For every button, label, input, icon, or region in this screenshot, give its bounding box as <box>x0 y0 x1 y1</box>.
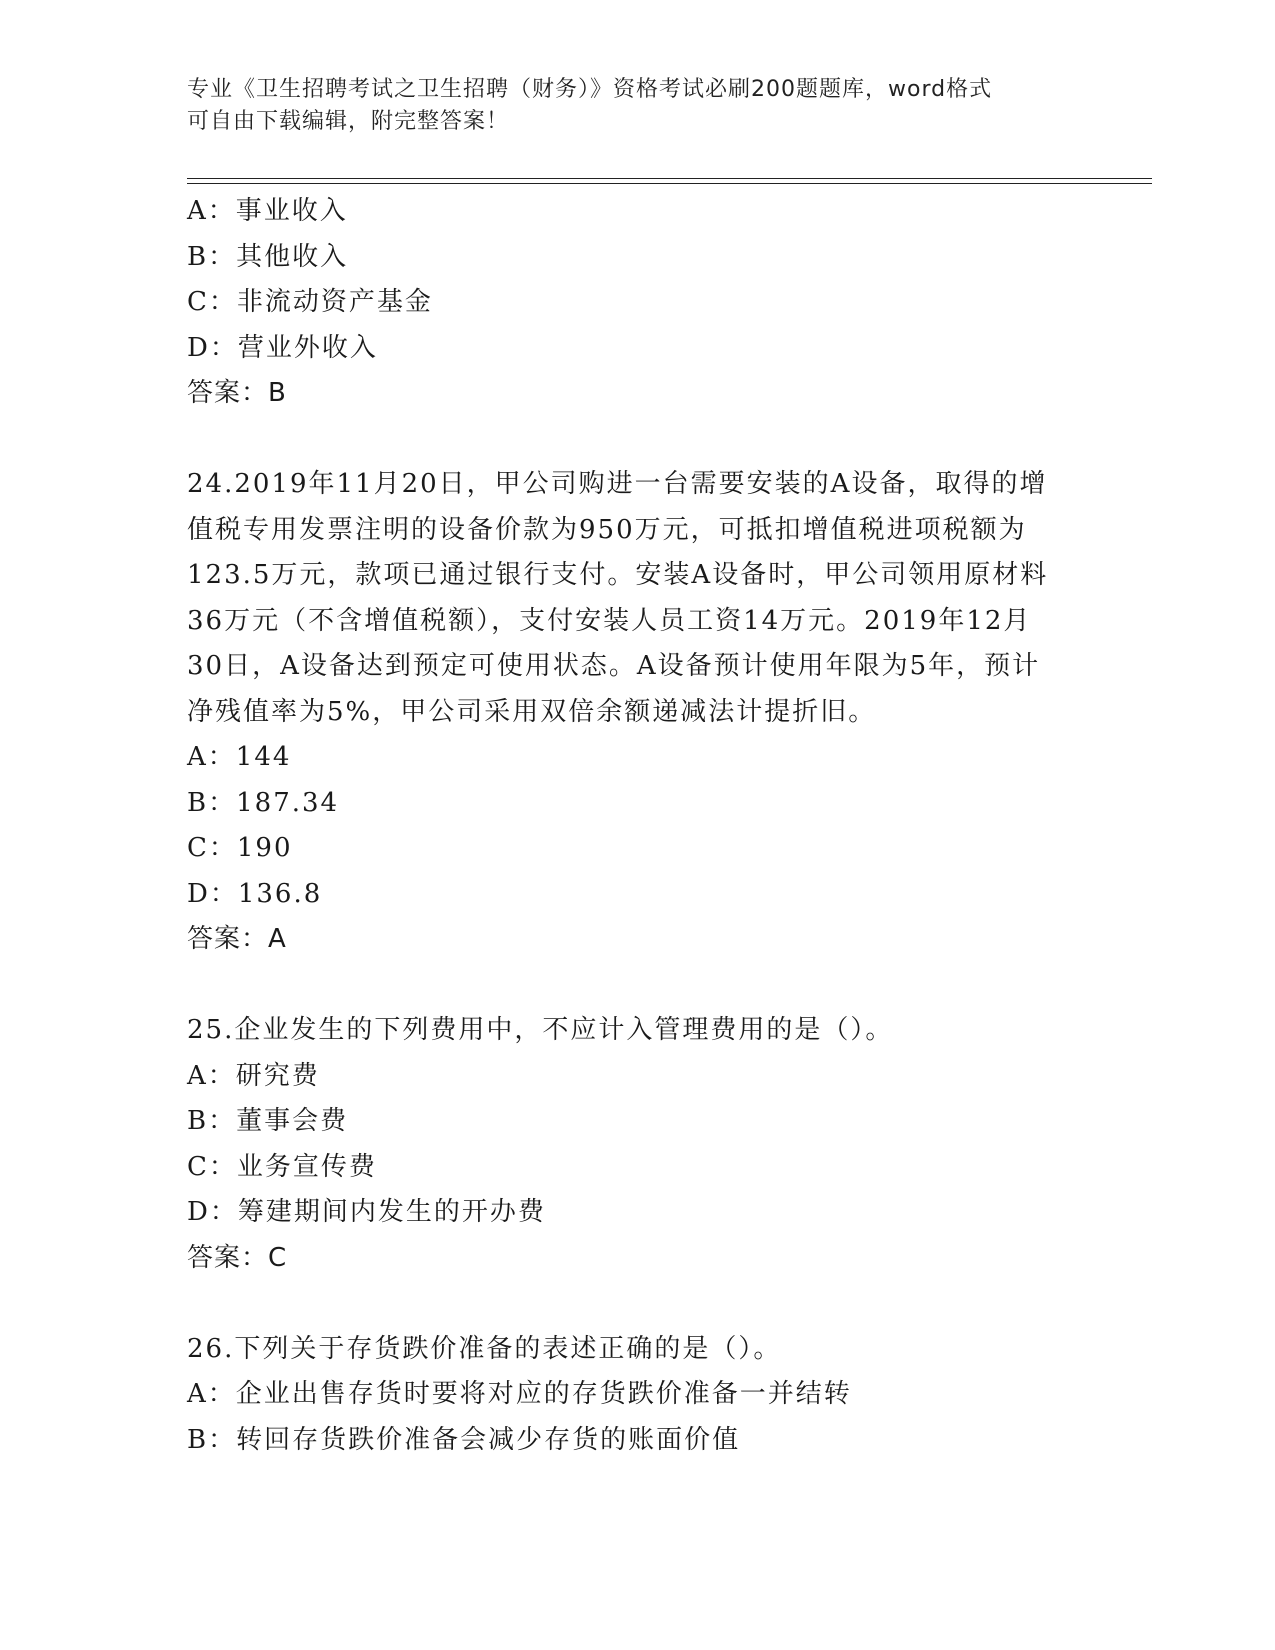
question-line: 36万元（不含增值税额），支付安装人员工资14万元。2019年12月 <box>187 605 1032 636</box>
answer: 答案：B <box>187 378 287 408</box>
option-d: D：营业外收入 <box>187 332 378 363</box>
question-25 <box>187 1008 1087 1281</box>
question-text: 25.企业发生的下列费用中，不应计入管理费用的是（）。 <box>187 1015 894 1045</box>
option-c: C：非流动资产基金 <box>187 287 433 317</box>
option-b: B：其他收入 <box>187 241 349 272</box>
question-line: 值税专用发票注明的设备价款为950万元，可抵扣增值税进项税额为 <box>187 514 1027 545</box>
question-26 <box>187 1327 1087 1464</box>
spacer <box>187 1281 1087 1327</box>
spacer <box>187 417 1087 463</box>
option-b: B：187.34 <box>187 787 340 818</box>
answer: 答案：A <box>187 924 287 954</box>
option-b: B：转回存货跌价准备会减少存货的账面价值 <box>187 1424 741 1455</box>
question-text: 26.下列关于存货跌价准备的表述正确的是（）。 <box>187 1333 782 1364</box>
header-rule-bottom <box>187 183 1152 184</box>
option-d: D：筹建期间内发生的开办费 <box>187 1197 546 1227</box>
header-line-1: 专业《卫生招聘考试之卫生招聘（财务）》资格考试必刷200题题库，word格式 <box>187 77 993 102</box>
question-line: 123.5万元，款项已通过银行支付。安装A设备时，甲公司领用原材料 <box>187 560 1049 590</box>
option-a: A：事业收入 <box>187 196 348 226</box>
option-a: A：研究费 <box>187 1060 320 1091</box>
option-c: C：业务宣传费 <box>187 1151 377 1182</box>
header-rule-top <box>187 178 1152 179</box>
header-line-2: 可自由下载编辑，附完整答案！ <box>187 109 510 134</box>
question-line: 净残值率为5%，甲公司采用双倍余额递减法计提折旧。 <box>187 696 877 727</box>
question-line: 30日，A设备达到预定可使用状态。A设备预计使用年限为5年，预计 <box>187 651 1041 681</box>
option-c: C：190 <box>187 833 293 863</box>
option-a: A：企业出售存货时要将对应的存货跌价准备一并结转 <box>187 1379 852 1409</box>
question-text <box>187 462 1087 735</box>
answer: 答案：C <box>187 1242 288 1273</box>
option-d: D：136.8 <box>187 878 323 909</box>
option-b: B：董事会费 <box>187 1106 349 1136</box>
question-line: 24.2019年11月20日，甲公司购进一台需要安装的A设备，取得的增 <box>187 469 1048 499</box>
spacer <box>187 963 1087 1009</box>
document-body <box>187 189 1087 1463</box>
question-23 <box>187 189 1087 417</box>
document-header <box>187 74 1067 138</box>
question-24 <box>187 462 1087 963</box>
option-a: A：144 <box>187 742 292 772</box>
